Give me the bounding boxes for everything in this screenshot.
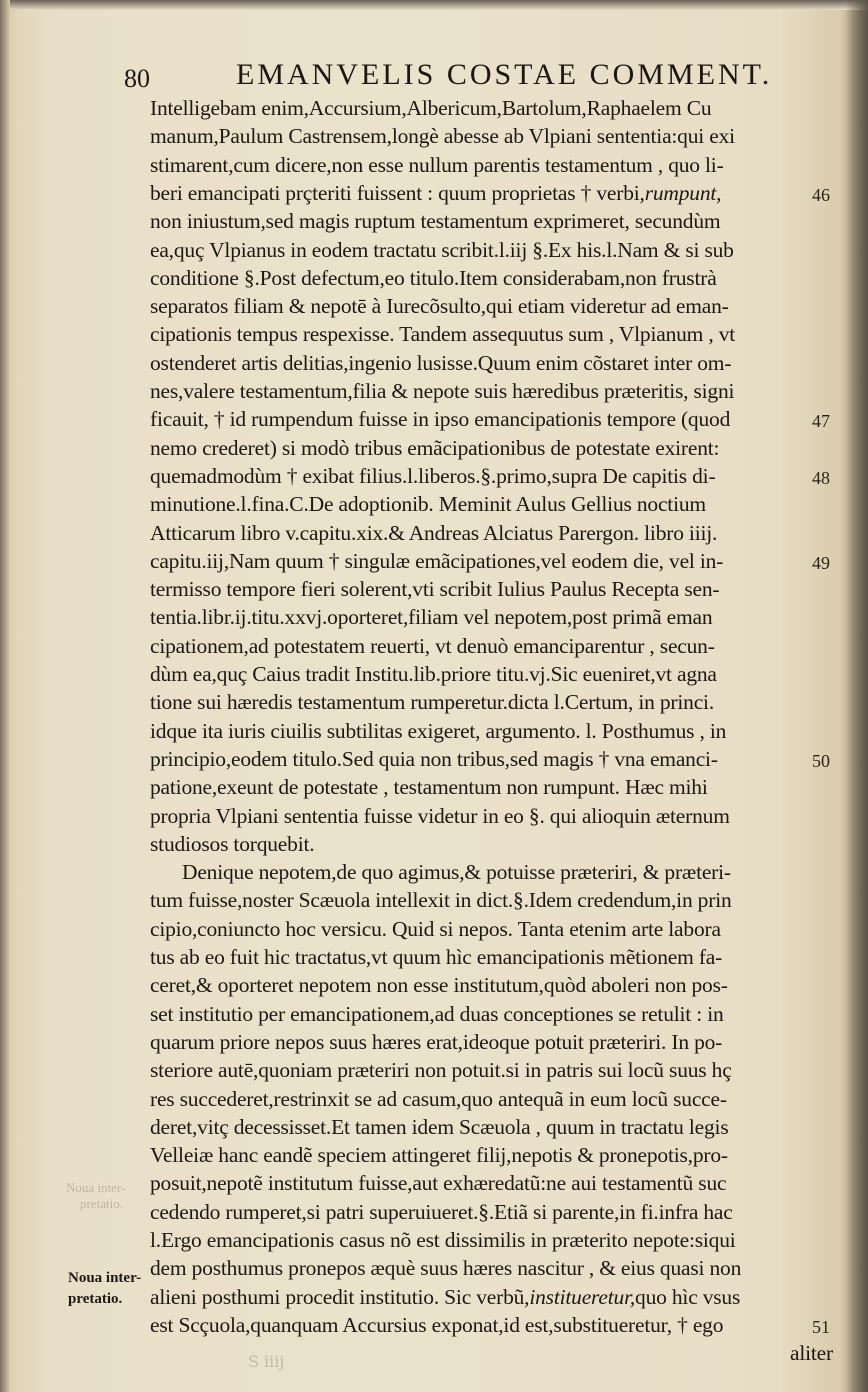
text-line <box>150 804 730 832</box>
text-line-main: res succederet,restrinxit se ad casum,quo antequã in eum locũ succe- <box>150 1086 727 1111</box>
text-line-main: ceret,& oporteret nepotem non esse institutum,quòd aboleri non pos- <box>150 973 728 998</box>
text-line-main: stimarent,cum dicere,non esse nullum parentis testamentum , quo li- <box>150 152 724 177</box>
text-line-main: patione,exeunt de potestate , testamentum non rumpunt. Hæc mihi <box>150 775 708 800</box>
text-line-main: cedendo rumperet,si patri superuiueret.§.Etiã si parente,in fi.infra hac <box>150 1199 733 1224</box>
text-line-main: studiosos torquebit. <box>150 831 315 856</box>
text-line-main: idque ita iuris ciuilis subtilitas exigeret, argumento. l. Posthumus , in <box>150 718 727 743</box>
text-line-main: quarum priore nepos suus hæres erat,ideoque potuit præteriri. In po- <box>150 1029 723 1054</box>
text-line-main: set institutio per emancipationem,ad duas conceptiones se retulit : in <box>150 1001 724 1026</box>
text-line <box>150 124 735 152</box>
text-line <box>150 634 715 662</box>
text-line-main: conditione §.Post defectum,eo titulo.Item considerabam,non frustrà <box>150 265 717 290</box>
text-line-main: quemadmodùm † exibat filius.l.liberos.§.primo,supra De capitis di- <box>150 463 716 488</box>
text-line-main: Intelligebam enim,Accursium,Albericum,Bartolum,Raphaelem Cu <box>150 96 712 120</box>
text-line <box>150 1002 724 1030</box>
text-line-main: termisso tempore fieri solerent,vti scribit Iulius Paulus Recepta sen- <box>150 577 720 602</box>
top-edge-shadow <box>0 0 868 10</box>
text-line-main: tus ab eo fuit hic tractatus,vt quum hìc emancipationis mẽtionem fa- <box>150 945 723 969</box>
text-line-main: steriore autē,quoniam præteriri non potuit.si in patris sui locũ suus hç <box>150 1058 732 1083</box>
text-line <box>150 945 722 973</box>
text-line <box>150 1143 728 1171</box>
text-line-main: est Scçuola,quanquam Accursius exponat,id est,substitueretur, † ego <box>150 1312 724 1337</box>
margin-number: 46 <box>812 184 830 205</box>
text-line <box>150 662 717 690</box>
text-line <box>150 521 717 549</box>
margin-number: 50 <box>812 750 830 771</box>
signature-mark: S iiij <box>248 1352 285 1371</box>
text-line <box>150 1058 732 1086</box>
text-line <box>150 747 718 775</box>
italic-word: institueretur, <box>529 1284 636 1309</box>
text-line <box>150 322 735 350</box>
text-line-main: dem posthumus pronepos æquè suus hæres nascitur , & eius quasi non <box>150 1256 742 1281</box>
text-line <box>150 1087 727 1115</box>
margin-note-line: pretatio. <box>68 1291 123 1307</box>
text-line <box>150 464 715 492</box>
text-line <box>150 294 729 322</box>
text-line <box>150 1256 741 1284</box>
text-line-main: cipationis tempus respexisse. Tandem assequutus sum , Vlpianum , vt <box>150 322 736 347</box>
text-line <box>150 96 711 124</box>
text-line-main: dùm ea,quç Caius tradit Institu.lib.priore titu.vj.Sic eueniret,vt agna <box>150 662 717 686</box>
text-line-main: capitu.iij,Nam quum † singulæ emãcipationes,vel eodem die, vel in- <box>150 548 724 573</box>
text-line-main: principio,eodem titulo.Sed quia non tribus,sed magis † vna emanci- <box>150 746 718 771</box>
text-line-rest: quo hìc vsus <box>635 1284 741 1309</box>
text-line <box>150 549 723 577</box>
text-line <box>150 690 714 718</box>
text-line-main: ficauit, † id rumpendum fuisse in ipso emancipationis tempore (quod <box>150 407 731 432</box>
text-line-main: cipationem,ad potestatem reuerti, vt denuò emanciparentur , secun- <box>150 633 715 658</box>
text-line <box>150 1200 733 1228</box>
text-line-main: tum fuisse,noster Scæuola intellexit in dict.§.Idem credendum,in prin <box>150 888 732 913</box>
text-line <box>150 181 721 209</box>
text-line <box>150 407 730 435</box>
text-line <box>150 351 731 379</box>
text-line-main: tione sui hæredis testamentum rumperetur.dicta l.Certum, in princi. <box>150 690 714 715</box>
text-line-main: Atticarum libro v.capitu.xix.& Andreas Alciatus Parergon. libro iiij. <box>150 520 718 545</box>
margin-number: 49 <box>812 552 830 573</box>
text-line <box>150 238 734 266</box>
text-line-main: Denique nepotem,de quo agimus,& potuisse præteriri, & præteri- <box>182 860 731 885</box>
text-line <box>150 577 719 605</box>
text-line-main: cipio,coniuncto hoc versicu. Quid si nepos. Tanta etenim arte labora <box>150 916 721 941</box>
text-line <box>150 1285 740 1313</box>
text-line-main: ea,quç Vlpianus in eodem tractatu scribit.l.iij §.Ex his.l.Nam & si sub <box>150 237 734 262</box>
text-line-main: propria Vlpiani sententia fuisse videtur in eo §. qui alioquin æternum <box>150 803 730 828</box>
text-line <box>150 1171 726 1199</box>
text-line-main: deret,vitç decessisset.Et tamen idem Scæuola , quum in tractatu legis <box>150 1114 729 1139</box>
text-line-main: posuit,nepotẽ institutum fuisse,aut exhæredatũ:ne aui testamentũ suc <box>150 1171 727 1196</box>
text-line <box>150 1228 736 1256</box>
text-line <box>182 860 731 888</box>
text-line-main: ostenderet artis delitias,ingenio lusisse.Quum enim cõstaret inter om- <box>150 350 732 375</box>
text-line <box>150 917 721 945</box>
text-line <box>150 1313 723 1341</box>
page-number: 80 <box>124 64 150 93</box>
margin-number: 48 <box>812 467 830 488</box>
bleed-through-text: pretatio. <box>80 1196 123 1211</box>
margin-number: 47 <box>812 411 830 432</box>
text-line-main: manum,Paulum Castrensem,longè abesse ab Vlpiani sententia:qui exi <box>150 124 735 149</box>
text-line <box>150 153 724 181</box>
text-line-main: non iniustum,sed magis ruptum testamentum exprimeret, secundùm <box>150 209 721 234</box>
text-line <box>150 379 734 407</box>
text-line <box>150 719 726 747</box>
text-line-main: Velleiæ hanc eandẽ speciem attingeret filij,nepotis & pronepotis,pro- <box>150 1143 728 1168</box>
text-line-main: l.Ergo emancipationis casus nõ est dissimilis in præterito nepote:siqui <box>150 1228 736 1252</box>
gutter-shadow <box>0 0 10 1392</box>
text-line-main: nemo crederet) si modò tribus emãcipationibus de potestate exirent: <box>150 435 720 460</box>
text-line <box>150 832 314 860</box>
margin-note <box>68 1268 141 1310</box>
text-line <box>150 973 728 1001</box>
page-header <box>124 58 773 94</box>
text-line-main: separatos filiam & nepotē à Iurecõsulto,qui etiam videretur ad eman- <box>150 294 729 319</box>
text-line <box>150 209 720 237</box>
text-line-main: aliter <box>790 1341 833 1366</box>
text-line-main: tentia.libr.ij.titu.xxvj.oporteret,filiam vel nepotem,post primã eman <box>150 605 713 630</box>
italic-word: rumpunt, <box>644 180 722 205</box>
text-line <box>150 266 717 294</box>
text-line-main: alieni posthumi procedit institutio. Sic verbũ, <box>150 1284 530 1309</box>
text-line-main: minutione.l.fina.C.De adoptionib. Meminit Aulus Gellius noctium <box>150 492 706 517</box>
text-line <box>150 888 732 916</box>
text-line-main: nes,valere testamentum,filia & nepote suis hæredibus præteritis, signi <box>150 379 735 403</box>
text-line <box>150 436 719 464</box>
text-line <box>150 775 708 803</box>
margin-note-line: Noua inter- <box>68 1270 142 1286</box>
text-line <box>150 605 712 633</box>
text-line-main: beri emancipati prçteriti fuissent : quum proprietas † verbi, <box>150 180 645 205</box>
running-title: EMANVELIS COSTAE COMMENT. <box>236 58 773 91</box>
bleed-through-text: Noua inter- <box>66 1180 126 1195</box>
text-line <box>150 1030 722 1058</box>
text-line <box>150 1115 729 1143</box>
page-edge-shadow <box>846 0 868 1392</box>
text-line <box>790 1341 833 1369</box>
text-line <box>150 492 706 520</box>
margin-number: 51 <box>812 1316 830 1337</box>
